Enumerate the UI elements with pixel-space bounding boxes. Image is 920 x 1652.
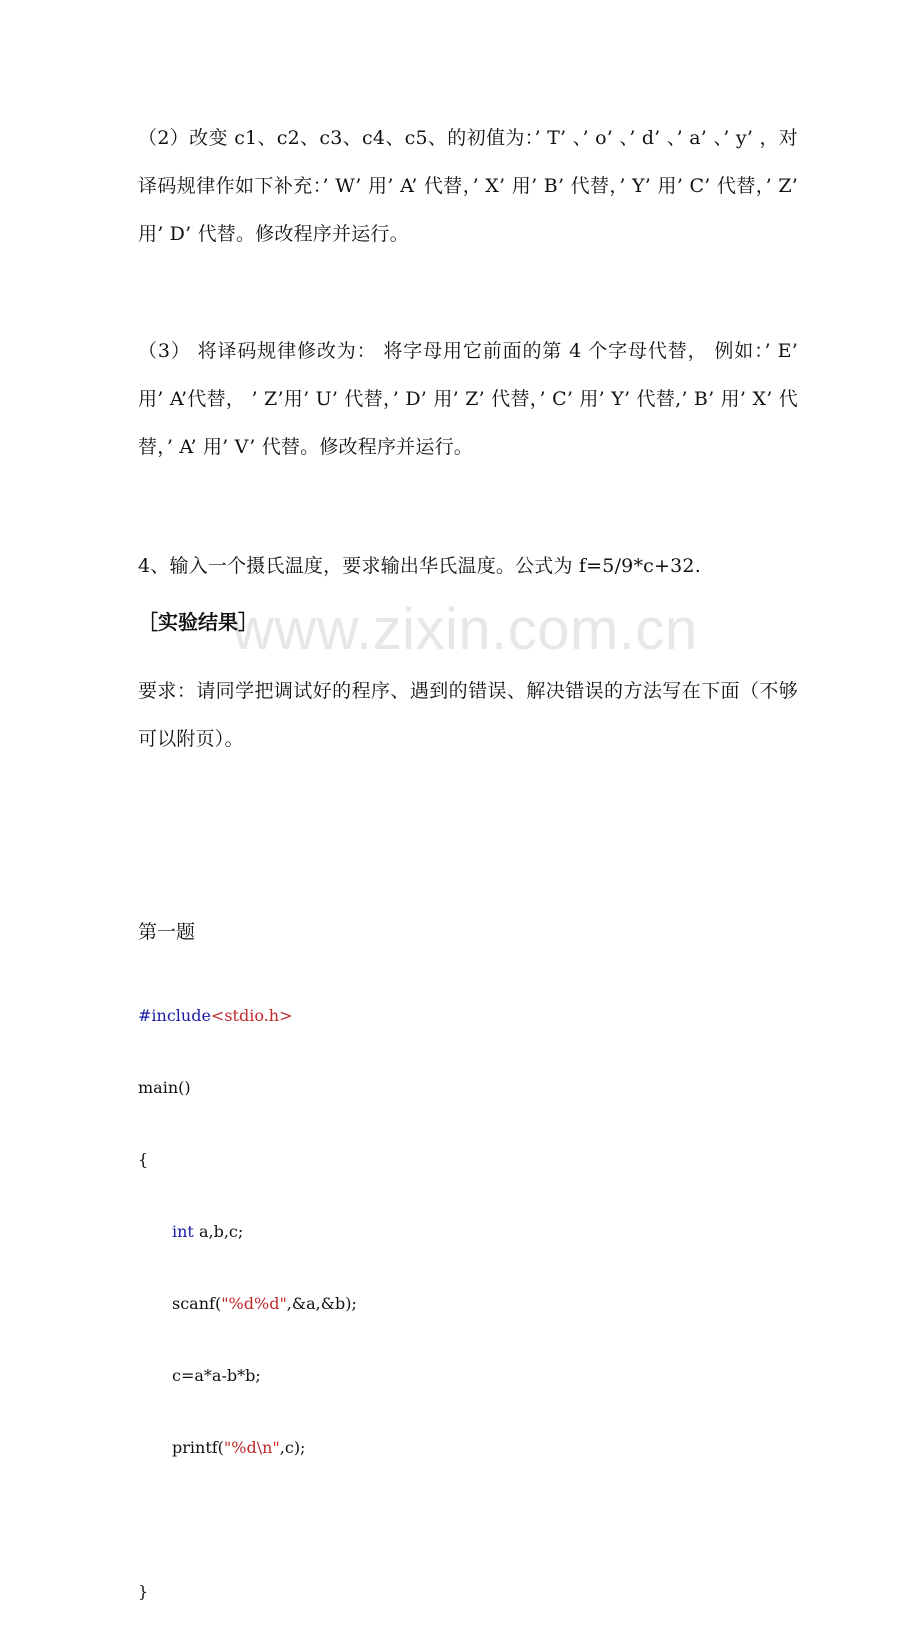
- code-scanf-call: scanf(: [172, 1294, 222, 1313]
- code-decl-vars: a,b,c;: [193, 1222, 244, 1241]
- code-printf-args: ,c);: [279, 1438, 306, 1457]
- paragraph-step-2: （2）改变 c1、c2、c3、c4、c5、的初值为：’ T’ 、’ o’ 、’ d’ 、’ a’ 、’ y’ ，对译码规律作如下补充：’ W’ 用’ A’ 代替，’ X’ 用’ B’ 代替，’ Y’ 用’ C’ 代替，’ Z’ 用’ D’ 代替。修改程序并运行。: [138, 127, 798, 245]
- paragraph-task-4: 4、输入一个摄氏温度，要求输出华氏温度。公式为 f=5/9*c+32.: [138, 555, 701, 577]
- code-scanf-args: ,&a,&b);: [286, 1294, 357, 1313]
- code-line-printf: [138, 1436, 357, 1460]
- code-line-include: [138, 1004, 357, 1028]
- results-heading: ［实验结果］: [138, 610, 258, 634]
- code-include-directive: #include: [138, 1006, 211, 1025]
- code-line-blank: [138, 1508, 357, 1532]
- code-block: [138, 956, 357, 1652]
- code-line-close-brace: }: [138, 1582, 149, 1601]
- code-printf-format: "%d\n": [223, 1438, 280, 1457]
- results-requirement: 要求：请同学把调试好的程序、遇到的错误、解决错误的方法写在下面（不够可以附页）。: [138, 680, 798, 750]
- code-line-assign: c=a*a-b*b;: [172, 1366, 261, 1385]
- code-printf-call: printf(: [172, 1438, 224, 1457]
- code-include-header: <stdio.h>: [210, 1006, 293, 1025]
- code-line-main: main(): [138, 1078, 191, 1097]
- question-1-title: 第一题: [138, 921, 196, 943]
- code-line-scanf: [138, 1292, 357, 1316]
- code-scanf-format: "%d%d": [221, 1294, 287, 1313]
- code-line-declaration: [138, 1220, 357, 1244]
- code-int-keyword: int: [172, 1222, 194, 1241]
- code-line-open-brace: {: [138, 1150, 149, 1169]
- watermark-text: www.zixin.com.cn: [232, 597, 698, 662]
- paragraph-step-3: （3） 将译码规律修改为： 将字母用它前面的第 4 个字母代替， 例如：’ E’ 用’ A’代替， ’ Z’用’ U’ 代替，’ D’ 用’ Z’ 代替，’ C’ 用’ Y’ 代替,’ B’ 用’ X’ 代替，’ A’ 用’ V’ 代替。修改程序并运行。: [138, 340, 798, 458]
